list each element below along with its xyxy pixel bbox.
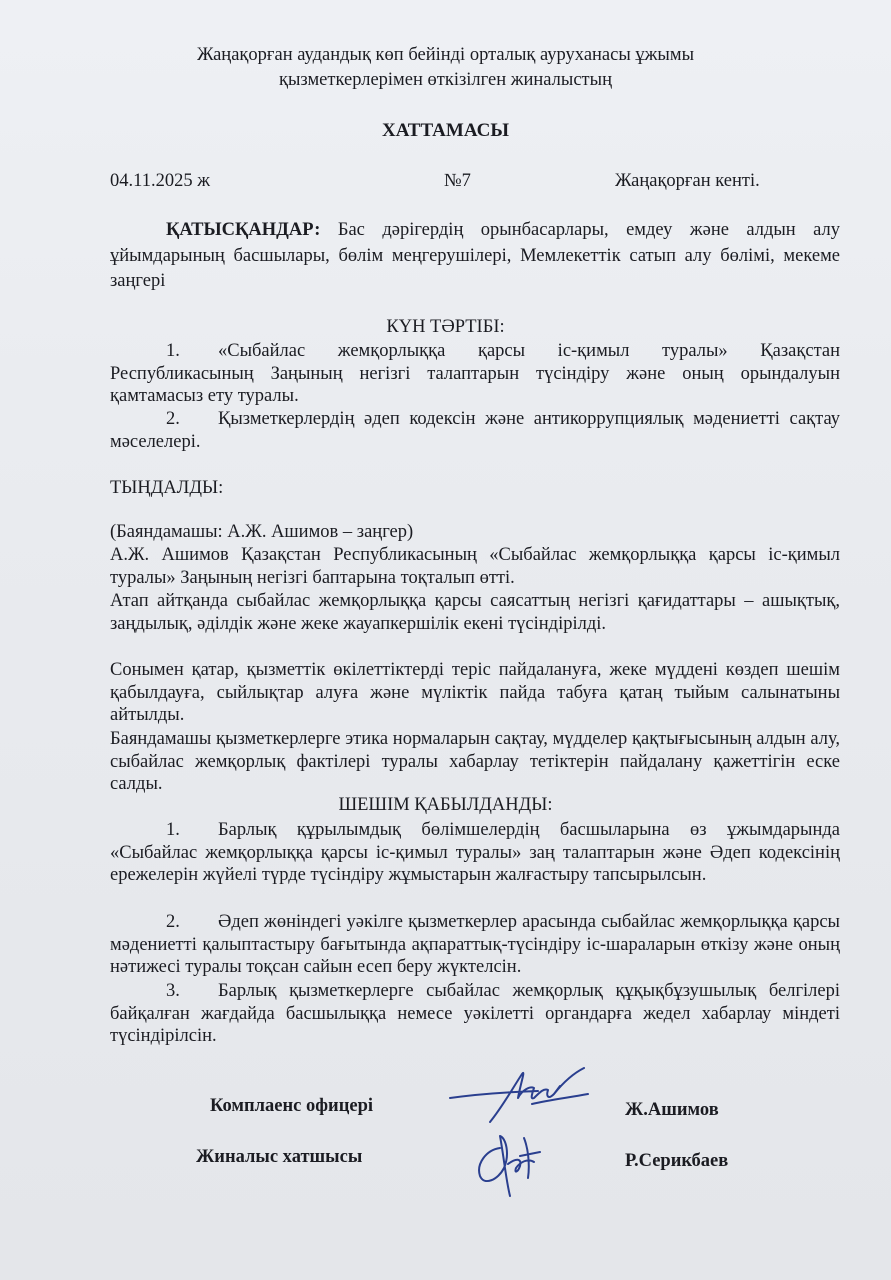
decision-item bbox=[110, 819, 840, 887]
heard-speaker: (Баяндамашы: А.Ж. Ашимов – заңгер) bbox=[110, 522, 414, 542]
decision-item-text: Әдеп жөніндегі уәкілге қызметкерлер арасында сыбайлас жемқорлыққа қарсы мәдениетті қалыптастыру бағытында ақпараттық-түсіндіру іс-шараларын өткізу және оның нәтижесі туралы тоқсан сайын есеп беру жүктелсін. bbox=[110, 912, 840, 977]
heard-paragraph-2: Атап айтқанда сыбайлас жемқорлыққа қарсы саясаттың негізгі қағидаттары – ашықтық, заңдылық, әділдік және жеке жауапкершілік екені түсіндірілді. bbox=[110, 591, 840, 634]
header-line-2: қызметкерлерімен өткізілген жиналыстың bbox=[279, 70, 612, 90]
decision-item bbox=[110, 911, 840, 979]
agenda-item-text: Қызметкерлердің әдеп кодексін және антикоррупциялық мәдениетті сақтау мәселелері. bbox=[110, 409, 840, 452]
agenda-item-number: 1. bbox=[166, 341, 180, 361]
agenda-item-text: «Сыбайлас жемқорлыққа қарсы іс-қимыл туралы» Қазақстан Республикасының Заңының негізгі талаптарын түсіндіру және оның орындалуын қамтамасыз ету туралы. bbox=[110, 341, 840, 406]
decision-item-number: 1. bbox=[166, 820, 180, 840]
heard-heading: ТЫҢДАЛДЫ: bbox=[110, 478, 224, 498]
heard-paragraph-4: Баяндамашы қызметкерлерге этика нормаларын сақтау, мүдделер қақтығысының алдын алу, сыбайлас жемқорлық фактілері туралы хабарлау тетіктерін пайдалану қажеттігін еске салды. bbox=[110, 729, 840, 794]
meta-place: Жаңақорған кенті. bbox=[615, 171, 760, 191]
agenda-item bbox=[110, 340, 840, 408]
handwritten-signature-compliance bbox=[448, 1064, 590, 1128]
heard-paragraph-1: А.Ж. Ашимов Қазақстан Республикасының «Сыбайлас жемқорлыққа қарсы іс-қимыл туралы» Заңының негізгі баптарына тоқталып өтті. bbox=[110, 545, 840, 588]
decision-item-number: 2. bbox=[166, 912, 180, 932]
decision-item-number: 3. bbox=[166, 981, 180, 1001]
signature-role-compliance: Комплаенс офицері bbox=[210, 1096, 373, 1116]
meta-number: №7 bbox=[444, 171, 471, 191]
handwritten-signature-secretary bbox=[470, 1128, 550, 1200]
heard-paragraph-3: Сонымен қатар, қызметтік өкілеттіктерді теріс пайдалануға, жеке мүддені көздеп шешім қабылдауға, сыйлықтар алуға және мүліктік пайда табуға қатаң тыйым салынатыны айтылды. bbox=[110, 660, 840, 725]
signature-role-secretary: Жиналыс хатшысы bbox=[196, 1147, 363, 1167]
document-title: ХАТТАМАСЫ bbox=[382, 120, 509, 141]
participants-paragraph bbox=[110, 218, 840, 295]
meta-date: 04.11.2025 ж bbox=[110, 171, 210, 191]
decision-item bbox=[110, 980, 840, 1048]
signature-name-compliance: Ж.Ашимов bbox=[625, 1100, 719, 1120]
signature-name-secretary: Р.Серикбаев bbox=[625, 1151, 729, 1171]
agenda-item bbox=[110, 408, 840, 453]
agenda-item-number: 2. bbox=[166, 409, 180, 429]
participants-label: ҚАТЫСҚАНДАР: bbox=[166, 220, 321, 240]
decision-item-text: Барлық құрылымдық бөлімшелердің басшыларына өз ұжымдарында «Сыбайлас жемқорлыққа қарсы іс-қимыл туралы» заң талаптарын және Әдеп кодексінің ережелерін жүйелі түрде түсіндіру жұмыстарын жалғастыру тапсырылсын. bbox=[110, 820, 840, 885]
decision-item-text: Барлық қызметкерлерге сыбайлас жемқорлық құқықбұзушылық белгілері байқалған жағдайда басшылыққа немесе уәкілетті органдарға жедел хабарлау міндеті түсіндірілсін. bbox=[110, 981, 840, 1046]
agenda-heading: КҮН ТӘРТІБІ: bbox=[386, 317, 505, 337]
decision-heading: ШЕШІМ ҚАБЫЛДАНДЫ: bbox=[338, 795, 553, 815]
participants-text: Бас дәрігердің орынбасарлары, емдеу және алдын алу ұйымдарының басшылары, бөлім меңгерушілері, Мемлекеттік сатып алу бөлімі, мекеме заңгері bbox=[110, 220, 840, 291]
header-line-1: Жаңақорған аудандық көп бейінді орталық ауруханасы ұжымы bbox=[196, 45, 695, 65]
